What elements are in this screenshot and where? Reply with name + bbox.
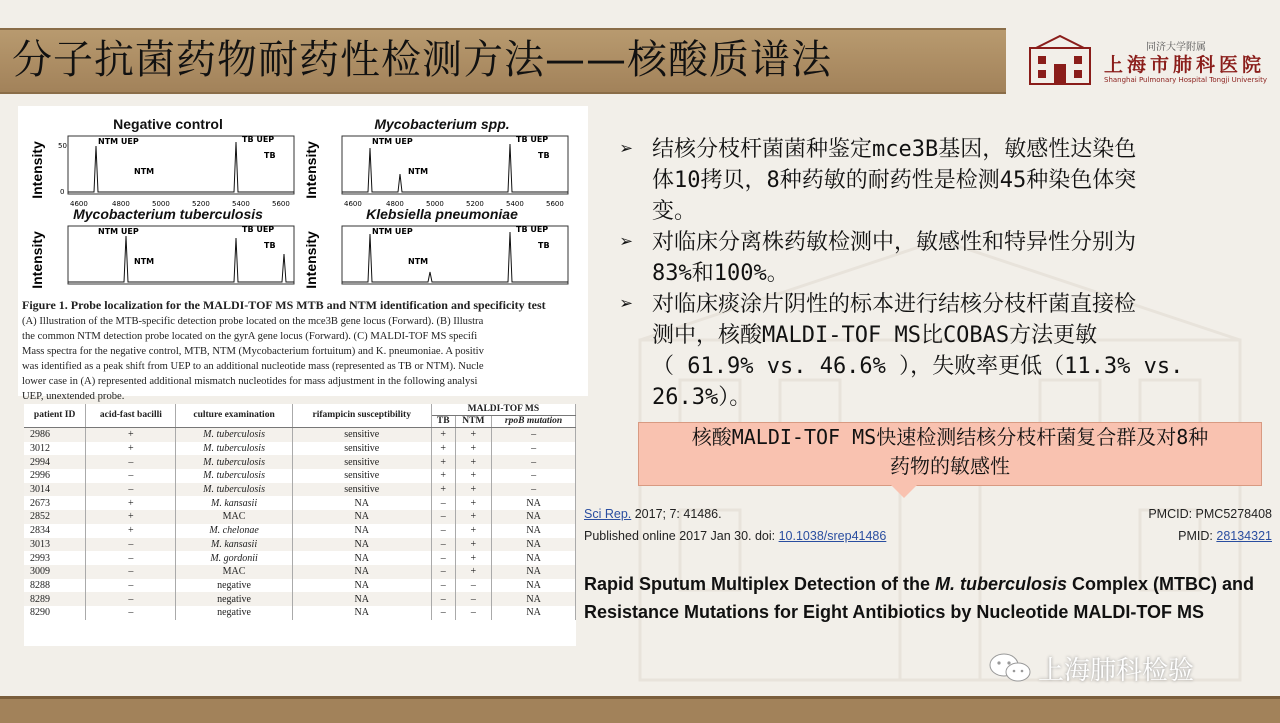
svg-text:0: 0 (60, 188, 65, 196)
table-cell: MAC (176, 565, 292, 579)
table-cell: 8289 (24, 592, 86, 606)
table-cell: M. kansasii (176, 538, 292, 552)
table-cell: + (86, 496, 176, 510)
table-cell: – (492, 428, 576, 442)
table-cell: + (455, 483, 492, 497)
table-cell: + (455, 455, 492, 469)
table-cell: – (86, 592, 176, 606)
table-cell: + (455, 538, 492, 552)
pmid: PMID: 28134321 (1178, 529, 1272, 543)
table-cell: 2834 (24, 524, 86, 538)
table-cell: 3014 (24, 483, 86, 497)
table-cell: M. tuberculosis (176, 483, 292, 497)
svg-text:NTM: NTM (408, 257, 429, 266)
table-cell: M. tuberculosis (176, 428, 292, 442)
y-axis-label: Intensity (28, 141, 45, 199)
table-cell: – (431, 579, 455, 593)
table-cell: – (431, 524, 455, 538)
wechat-account-name: 上海肺科检验 (1038, 656, 1195, 686)
arrow-bullet-icon: ➢ (620, 292, 634, 317)
table-row (24, 579, 576, 593)
svg-text:5400: 5400 (232, 200, 250, 208)
svg-text:TB: TB (538, 241, 550, 250)
table-cell: – (86, 483, 176, 497)
table-cell: sensitive (292, 455, 431, 469)
table-cell: NA (492, 538, 576, 552)
col-rpob: rpoB mutation (492, 416, 576, 428)
table-cell: + (431, 428, 455, 442)
wechat-icon (988, 652, 1032, 684)
table-cell: – (455, 606, 492, 620)
table-cell: + (455, 442, 492, 456)
table-row (24, 469, 576, 483)
y-axis-label: Intensity (28, 231, 45, 289)
table-row (24, 496, 576, 510)
table-row (24, 442, 576, 456)
svg-text:NTM UEP: NTM UEP (372, 137, 413, 146)
svg-text:4800: 4800 (386, 200, 404, 208)
svg-text:5000: 5000 (152, 200, 170, 208)
col-patient-id: patient ID (24, 404, 86, 428)
table-cell: + (455, 524, 492, 538)
table-cell: NA (292, 496, 431, 510)
table-cell: NA (492, 496, 576, 510)
callout-box: 核酸MALDI-TOF MS快速检测结核分枝杆菌复合群及对8种 药物的敏感性 (638, 422, 1262, 486)
table-cell: NA (292, 538, 431, 552)
svg-text:4600: 4600 (70, 200, 88, 208)
bullet-list (620, 134, 1260, 413)
logo-top-text: 同济大学附属 (1146, 42, 1206, 53)
table-cell: NA (492, 551, 576, 565)
table-cell: + (86, 428, 176, 442)
table-cell: NA (292, 551, 431, 565)
svg-text:TB UEP: TB UEP (242, 135, 275, 144)
table-cell: + (431, 469, 455, 483)
svg-text:NTM: NTM (134, 257, 155, 266)
table-cell: – (86, 606, 176, 620)
svg-text:TB UEP: TB UEP (516, 225, 549, 234)
panel-title: Klebsiella pneumoniae (366, 206, 518, 222)
spectrum-panel-klebsiella-pneumoniae (302, 206, 572, 298)
panel-title: Mycobacterium tuberculosis (73, 206, 263, 222)
reference-line-2: Published online 2017 Jan 30. doi: 10.1038/srep41486 PMID: 28134321 (584, 529, 1272, 543)
y-axis-label: Intensity (302, 231, 319, 289)
table-cell: + (455, 496, 492, 510)
table-cell: – (431, 496, 455, 510)
spectrum-plot (54, 224, 298, 302)
journal-link[interactable]: Sci Rep. (584, 507, 632, 521)
table-cell: + (431, 483, 455, 497)
table-cell: sensitive (292, 483, 431, 497)
table-cell: NA (292, 524, 431, 538)
table-cell: NA (292, 579, 431, 593)
table-cell: NA (492, 510, 576, 524)
table-cell: + (431, 442, 455, 456)
table-cell: + (455, 510, 492, 524)
table-cell: NA (492, 592, 576, 606)
svg-text:TB: TB (264, 241, 276, 250)
table-cell: + (455, 428, 492, 442)
col-acid-fast: acid-fast bacilli (86, 404, 176, 428)
panel-title: Mycobacterium spp. (374, 116, 510, 132)
bullet-item: ➢ 对临床分离株药敏检测中，敏感性和特异性分别为 83%和100%。 (620, 227, 1260, 289)
svg-text:5200: 5200 (466, 200, 484, 208)
table-cell: 2994 (24, 455, 86, 469)
table-cell: M. tuberculosis (176, 469, 292, 483)
svg-text:NTM UEP: NTM UEP (98, 137, 139, 146)
table-cell: NA (492, 579, 576, 593)
svg-text:5600: 5600 (272, 200, 290, 208)
table-cell: – (431, 565, 455, 579)
table-cell: – (492, 455, 576, 469)
svg-text:TB: TB (264, 151, 276, 160)
arrow-bullet-icon: ➢ (620, 137, 634, 162)
table-row (24, 565, 576, 579)
table-cell: NA (292, 592, 431, 606)
logo-name: 上海市肺科医院 (1104, 54, 1266, 76)
table-cell: 2673 (24, 496, 86, 510)
table-cell: 3009 (24, 565, 86, 579)
table-cell: sensitive (292, 442, 431, 456)
table-cell: negative (176, 592, 292, 606)
table-cell: M. tuberculosis (176, 442, 292, 456)
table-cell: – (455, 579, 492, 593)
spectrum-panel-mycobacterium-spp (302, 116, 572, 208)
svg-text:5400: 5400 (506, 200, 524, 208)
table-row (24, 455, 576, 469)
svg-text:4600: 4600 (344, 200, 362, 208)
arrow-bullet-icon: ➢ (620, 230, 634, 255)
svg-text:TB UEP: TB UEP (242, 225, 275, 234)
slide-title: 分子抗菌药物耐药性检测方法——核酸质谱法 (12, 37, 832, 83)
col-tb: TB (431, 416, 455, 428)
reference-line-1: Sci Rep. 2017; 7: 41486. PMCID: PMC5278408 (584, 507, 1272, 521)
table-cell: – (431, 538, 455, 552)
svg-text:NTM: NTM (408, 167, 429, 176)
table-cell: 8290 (24, 606, 86, 620)
hospital-building-icon (1028, 34, 1092, 86)
spectrum-plot (328, 134, 572, 212)
table-cell: – (86, 551, 176, 565)
table-cell: – (492, 483, 576, 497)
col-rifampicin: rifampicin susceptibility (292, 404, 431, 428)
table-row (24, 592, 576, 606)
svg-text:NTM: NTM (134, 167, 155, 176)
table-cell: NA (492, 565, 576, 579)
table-cell: + (86, 442, 176, 456)
table-cell: M. gordonii (176, 551, 292, 565)
table-cell: – (455, 592, 492, 606)
table-cell: 3013 (24, 538, 86, 552)
table-row (24, 538, 576, 552)
table-cell: 3012 (24, 442, 86, 456)
table-cell: sensitive (292, 428, 431, 442)
table-cell: sensitive (292, 469, 431, 483)
table-row (24, 524, 576, 538)
table-cell: – (492, 442, 576, 456)
bullet-item: ➢ 对临床痰涂片阴性的标本进行结核分枝杆菌直接检 测中，核酸MALDI-TOF MS比COBAS方法更敏 （ 61.9% vs. 46.6% ），失败率更低（11.3% vs. 26.3%）。 (620, 289, 1260, 413)
doi-link[interactable]: 10.1038/srep41486 (778, 529, 887, 543)
callout-pointer (890, 484, 918, 498)
panel-title: Negative control (113, 116, 223, 132)
bullet-item: ➢ 结核分枝杆菌菌种鉴定mce3B基因，敏感性达染色 体10拷贝，8种药敏的耐药性是检测45种染色体突 变。 (620, 134, 1260, 227)
y-axis-label: Intensity (302, 141, 319, 199)
table-cell: NA (292, 606, 431, 620)
svg-text:5000: 5000 (426, 200, 444, 208)
col-ntm: NTM (455, 416, 492, 428)
table-cell: NA (492, 524, 576, 538)
svg-text:NTM UEP: NTM UEP (372, 227, 413, 236)
svg-text:5600: 5600 (546, 200, 564, 208)
pmcid: PMCID: PMC5278408 (1148, 507, 1272, 521)
table-cell: NA (492, 606, 576, 620)
table-cell: M. tuberculosis (176, 455, 292, 469)
svg-text:NTM UEP: NTM UEP (98, 227, 139, 236)
figure-caption: Figure 1. Probe localization for the MALDI-TOF MS MTB and NTM identification and specificity test (A) Illustration of the MTB-specific detection probe located on the mce3B gene locus (Forward). (B) Illustra the common NTM detection probe located on the gyrA gene locus (Forward). (C) MALDI-TOF MS specifi Mass spectra for the negative control, MTB, NTM (Mycobacterium fortuitum) and K. pneumoniae. A positiv was identified as a peak shift from UEP to an additional nucleotide mass (represented as TB or NTM). Nucle lower case in (A) represented additional mismatch nucleotides for mass adjustment in the following analysi UEP, unextended probe. (22, 298, 546, 402)
table-cell: + (455, 565, 492, 579)
spectrum-panel-negative-control (28, 116, 298, 208)
col-culture: culture examination (176, 404, 292, 428)
table-cell: – (86, 579, 176, 593)
table-cell: 2986 (24, 428, 86, 442)
svg-text:4800: 4800 (112, 200, 130, 208)
table-cell: + (455, 469, 492, 483)
table-cell: NA (292, 565, 431, 579)
table-cell: – (431, 551, 455, 565)
table-cell: M. chelonae (176, 524, 292, 538)
table-row (24, 551, 576, 565)
svg-text:50: 50 (58, 142, 67, 150)
table-cell: – (431, 510, 455, 524)
col-maldi-group: MALDI-TOF MS (431, 404, 575, 416)
table-row (24, 428, 576, 442)
results-table (24, 404, 576, 646)
table-cell: – (86, 565, 176, 579)
table-cell: negative (176, 579, 292, 593)
table-cell: – (86, 469, 176, 483)
table-cell: 2996 (24, 469, 86, 483)
table-row (24, 606, 576, 620)
logo-english: Shanghai Pulmonary Hospital Tongji University (1104, 76, 1267, 84)
table-cell: NA (292, 510, 431, 524)
table-cell: 2852 (24, 510, 86, 524)
table-cell: + (431, 455, 455, 469)
table-cell: – (492, 469, 576, 483)
svg-text:TB: TB (538, 151, 550, 160)
spectrum-plot (328, 224, 572, 302)
hospital-logo (1028, 34, 1273, 90)
spectrum-plot (54, 134, 298, 212)
svg-text:5200: 5200 (192, 200, 210, 208)
table-cell: + (86, 524, 176, 538)
svg-text:TB UEP: TB UEP (516, 135, 549, 144)
wechat-watermark (984, 650, 1254, 684)
table-cell: – (431, 592, 455, 606)
table-cell: 2993 (24, 551, 86, 565)
table-cell: + (86, 510, 176, 524)
table-cell: – (431, 606, 455, 620)
table-cell: – (86, 538, 176, 552)
table-cell: M. kansasii (176, 496, 292, 510)
table-cell: – (86, 455, 176, 469)
pmid-link[interactable]: 28134321 (1216, 529, 1272, 543)
paper-title: Rapid Sputum Multiplex Detection of the M. tuberculosis Complex (MTBC) and Resistance Mutations for Eight Antibiotics by Nucleotide MALDI-TOF MS (584, 574, 1255, 622)
table-row (24, 483, 576, 497)
footer-bar (0, 696, 1280, 723)
table-cell: MAC (176, 510, 292, 524)
title-bar (0, 28, 1006, 94)
spectrum-panel-mycobacterium-tuberculosis (28, 206, 298, 298)
table-cell: 8288 (24, 579, 86, 593)
table-cell: negative (176, 606, 292, 620)
table-row (24, 510, 576, 524)
table-cell: + (455, 551, 492, 565)
